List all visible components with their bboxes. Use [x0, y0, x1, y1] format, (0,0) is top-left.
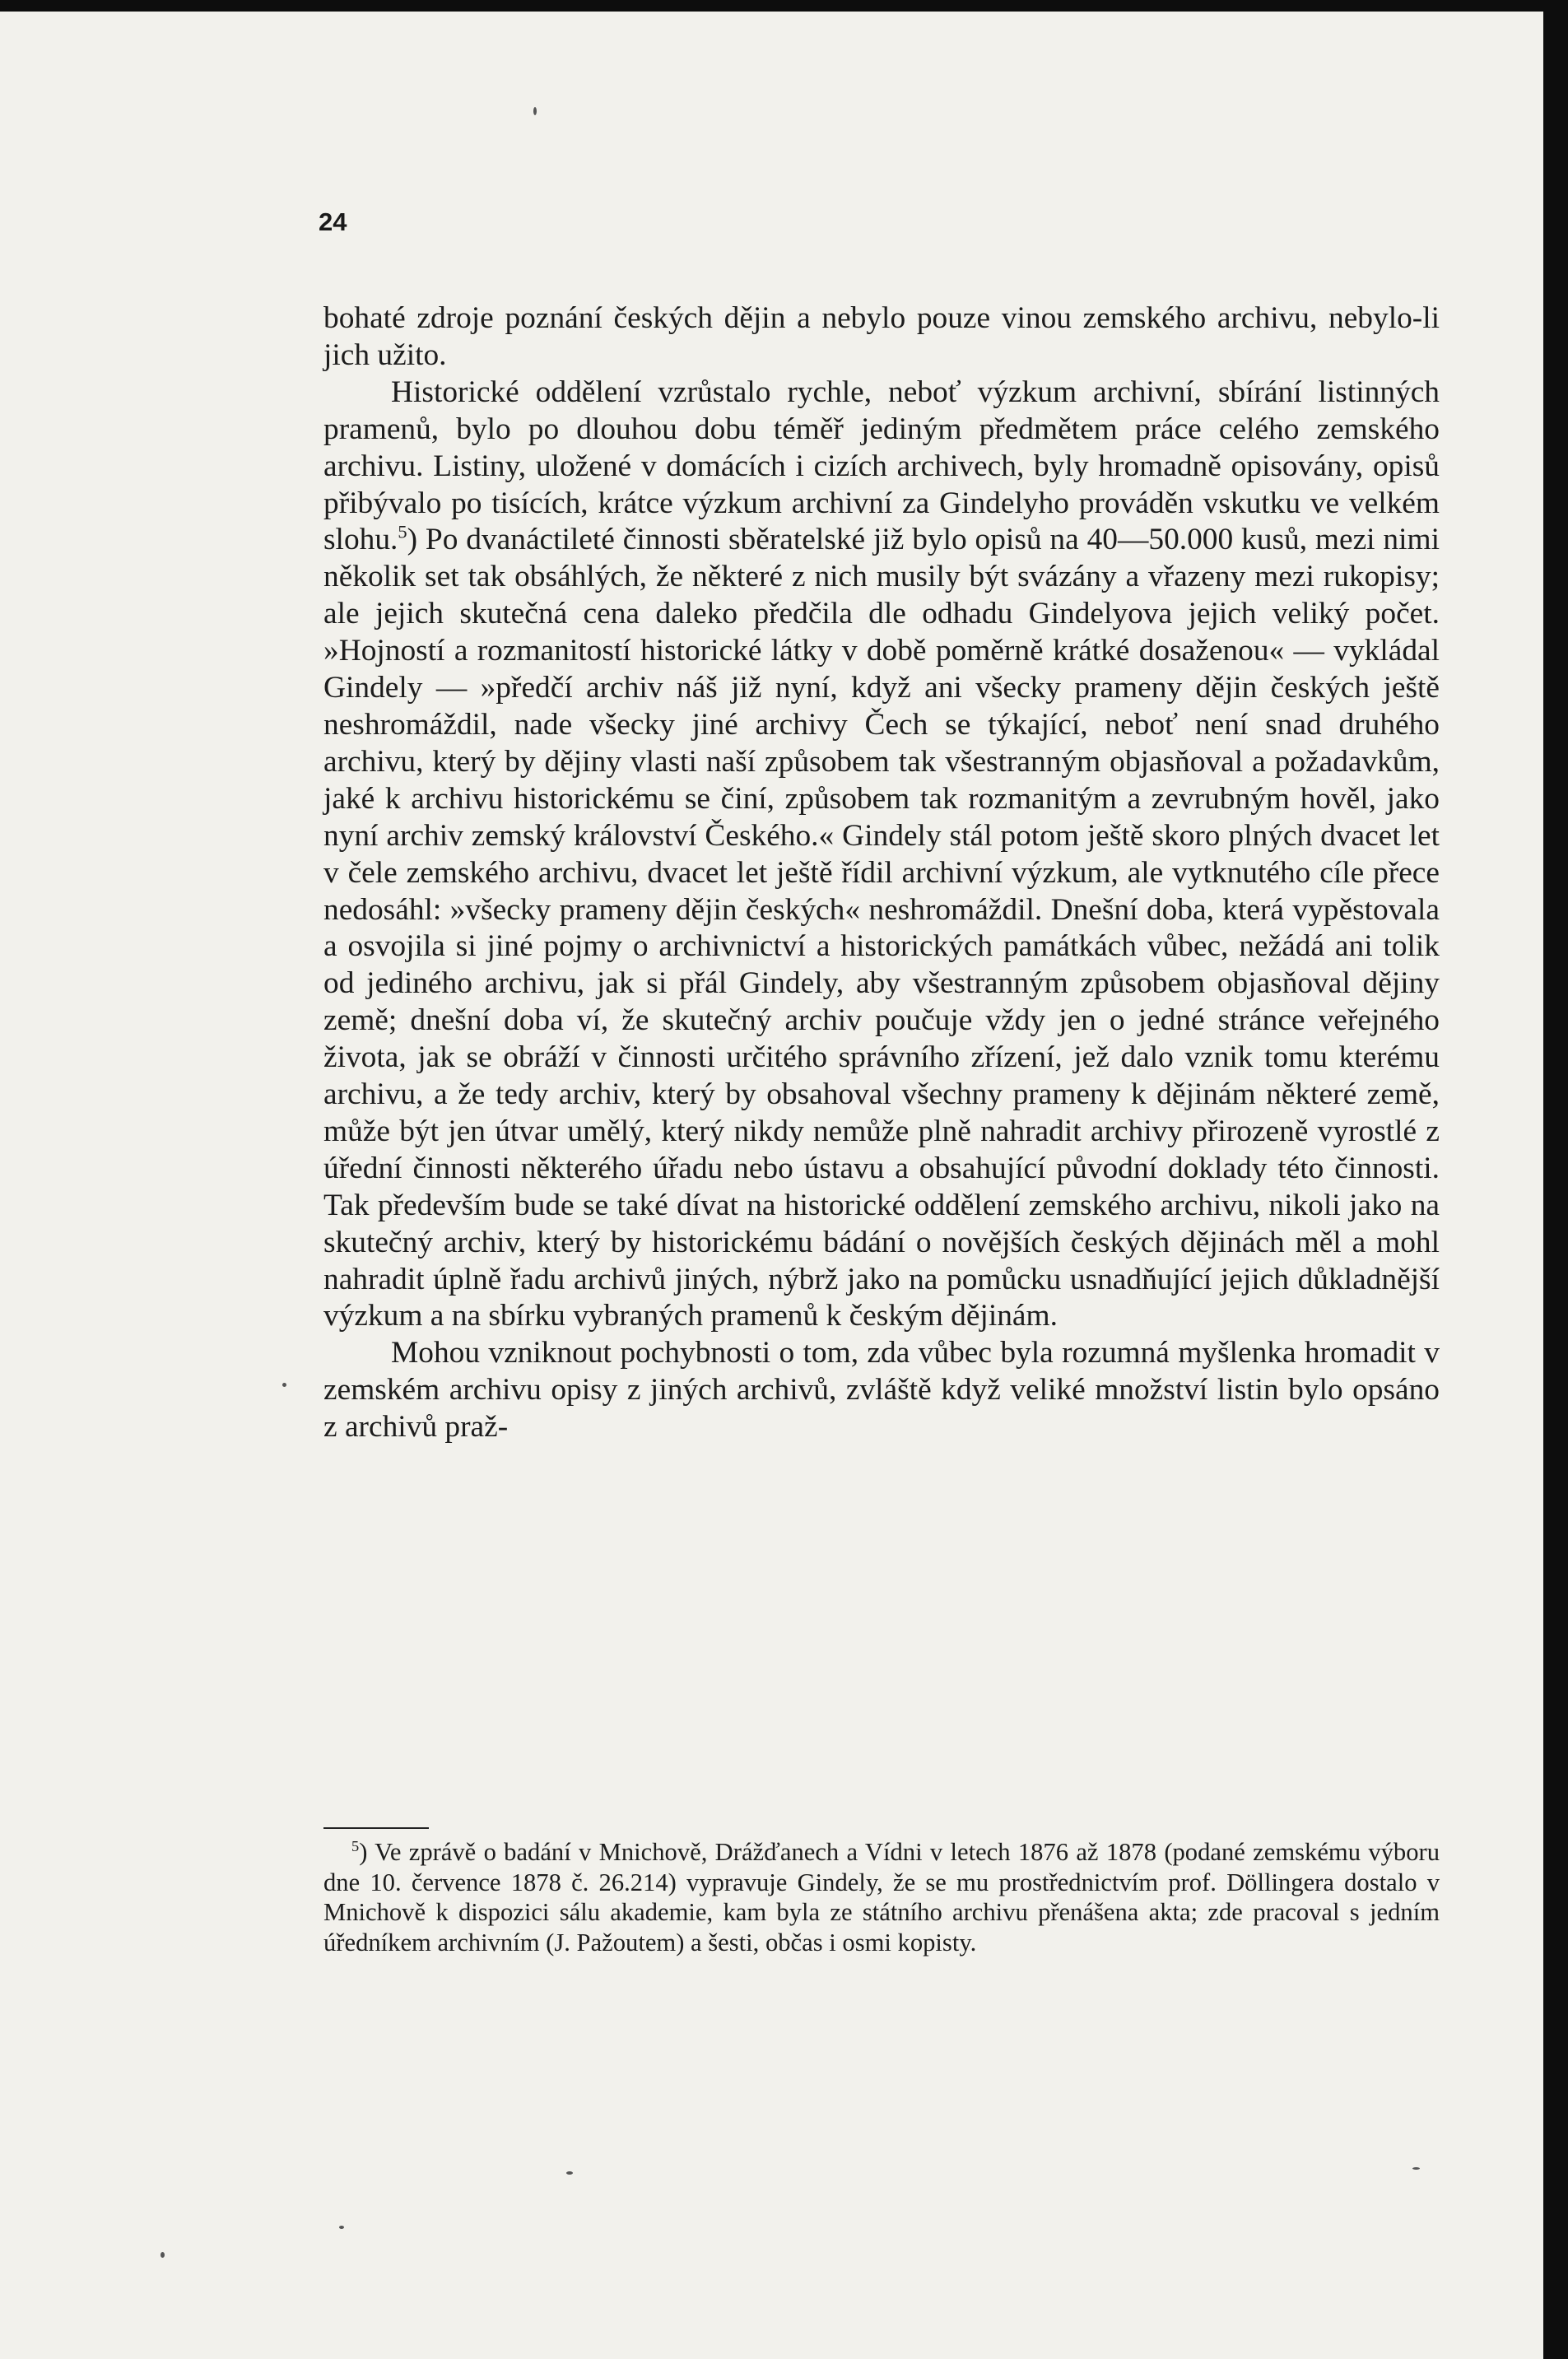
footnote-reference[interactable]: 5 — [398, 521, 407, 542]
paragraph-1: bohaté zdroje poznání českých dějin a nebylo pouze vinou zemského archivu, nebylo-li jich užito. — [323, 301, 1440, 372]
footnotes — [323, 1837, 1440, 1957]
page-number: 24 — [319, 207, 347, 236]
footnote-marker: 5 — [351, 1837, 360, 1854]
scan-frame-top — [0, 0, 1568, 12]
footnote-divider — [323, 1827, 429, 1829]
scan-speck — [161, 2252, 165, 2258]
scan-speck — [533, 107, 537, 115]
paragraph-2 — [323, 375, 1440, 1336]
paragraph-2-continued: ) Po dvanáctileté činnosti sběratelské již bylo opisů na 40—50.000 kusů, mezi nimi několik set tak obsáhlých, že některé z nich musily být svázány a vřazeny mezi rukopisy; ale jejich skutečná cena daleko předčila dle odhadu Gindelyova jejich veliký počet. »Hojností a rozmanitostí historické látky v době poměrně krátké dosaženou« — vykládal Gindely — »předčí archiv náš již nyní, když ani všecky prameny dějin českých ještě neshromáždil, nade všecky jiné archivy Čech se týkající, neboť není snad druhého archivu, který by dějiny vlasti naší způsobem tak všestranným objasňoval a požadavkům, jaké k archivu historickému se činí, způsobem tak rozmanitým a zevrubným hověl, jako nyní archiv zemský království Českého.« Gindely stál potom ještě skoro plných dvacet let v čele zemského archivu, dvacet let ještě řídil archivní výzkum, ale vytknutého cíle přece nedosáhl: »všecky prameny dějin českých« neshromáždil. Dnešní doba, která vypěstovala a osvojila si jiné pojmy o archivnictví a historických památkách vůbec, nežádá ani tolik od jediného archivu, jak si přál Gindely, aby všestranným způsobem objasňoval dějiny země; dnešní doba ví, že skutečný archiv poučuje vždy jen o jedné stránce veřejného života, jak se obráží v činnosti určitého správního zřízení, jež dalo vznik tomu kterému archivu, a že tedy archiv, který by obsahoval všechny prameny k dějinám některé země, může být jen útvar umělý, který nikdy nemůže plně nahradit archivy přirozeně vyrostlé z úřední činnosti některého úřadu nebo ústavu a obsahující původní doklady této činnosti. Tak především bude se také dívat na historické oddělení zemského archivu, nikoli jako na skutečný archiv, který by historickému bádání o novějších českých dějinách měl a mohl nahradit úplně řadu archivů jiných, nýbrž jako na pomůcku usnadňující jejich důkladnější výzkum a na sbírku vybraných pramenů k českým dějinám. — [323, 523, 1440, 1333]
scan-frame-right — [1543, 0, 1568, 2359]
scan-speck — [282, 1383, 286, 1387]
scan-speck — [1412, 2167, 1420, 2170]
footnote-text: ) Ve zprávě o badání v Mnichově, Drážďanech a Vídni v letech 1876 až 1878 (podané zemskému výboru dne 10. července 1878 č. 26.214) vypravuje Gindely, že se mu prostřednictvím prof. Döllingera dostalo v Mnichově k dispozici sálu akademie, kam byla ze státního archivu přenášena akta; zde pracoval s jedním úředníkem archivním (J. Pažoutem) a šesti, občas i osmi kopisty. — [323, 1838, 1440, 1957]
body-text — [323, 300, 1440, 1446]
footnote-5 — [323, 1837, 1440, 1957]
scan-speck — [566, 2171, 573, 2175]
paragraph-3: Mohou vzniknout pochybnosti o tom, zda vůbec byla rozumná myšlenka hromadit v zemském archivu opisy z jiných archivů, zvláště když veliké množství listin bylo opsáno z archivů praž- — [323, 1336, 1440, 1445]
scan-speck — [339, 2226, 344, 2229]
paragraph-2-start: Historické oddělení vzrůstalo rychle, neboť výzkum archivní, sbírání listinných pramenů, bylo po dlouhou dobu téměř jediným předmětem práce celého zemského archivu. Listiny, uložené v domácích i cizích archivech, byly hromadně opisovány, opisů přibývalo po tisících, krátce výzkum archivní za Gindelyho prováděn vskutku ve velkém slohu. — [323, 375, 1440, 557]
